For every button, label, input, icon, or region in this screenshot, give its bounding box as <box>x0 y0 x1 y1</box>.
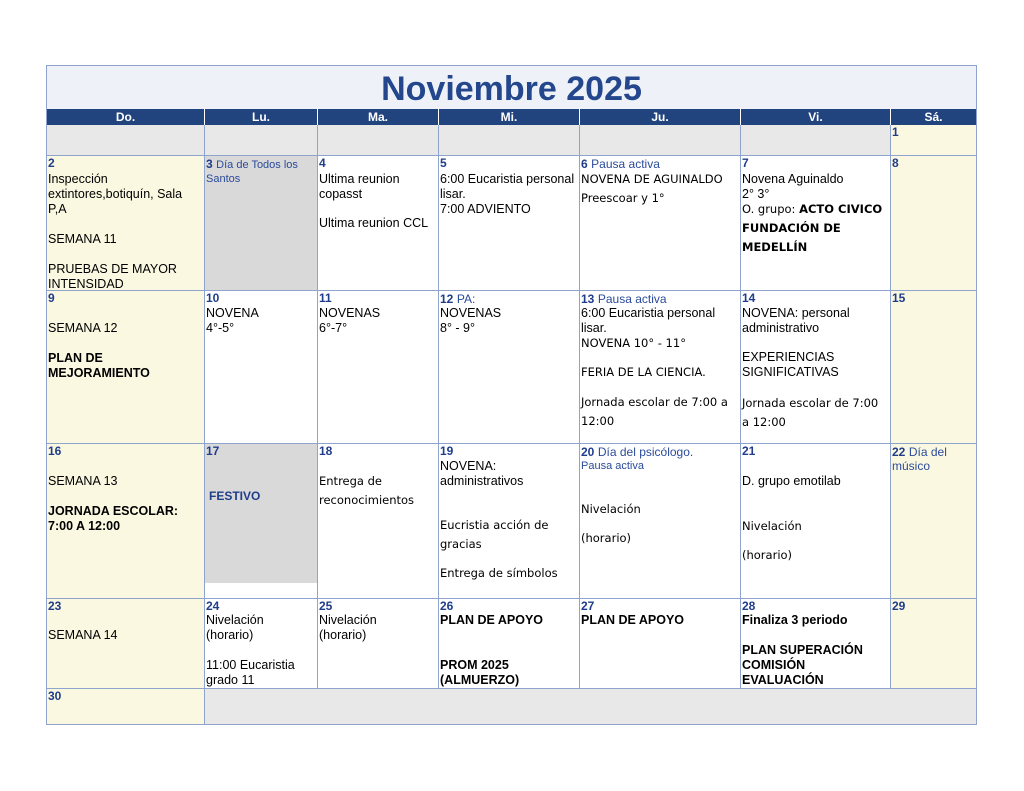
day-cell-2[interactable] <box>47 156 205 291</box>
day-number: 14 <box>742 291 756 305</box>
event-tag: PA: <box>456 292 476 306</box>
day-number: 19 <box>440 444 454 458</box>
holiday-label: Día de Todos los Santos <box>206 159 298 185</box>
event-text: EXPERIENCIAS SIGNIFICATIVAS <box>742 350 839 379</box>
event-text: 6:00 Eucaristia personal lisar. 7:00 ADVIENTO <box>440 172 575 216</box>
event-text: O. grupo: <box>742 202 800 216</box>
day-cell-10[interactable] <box>205 291 318 444</box>
day-cell-14[interactable] <box>741 291 891 444</box>
day-number: 16 <box>48 444 62 458</box>
day-number: 28 <box>742 599 756 613</box>
day-cell-25[interactable] <box>318 599 439 689</box>
weekday-sunday: Do. <box>47 109 205 125</box>
day-cell-4[interactable] <box>318 156 439 291</box>
day-number: 24 <box>206 599 220 613</box>
day-number: 12 <box>440 292 454 306</box>
day-cell-27[interactable] <box>580 599 741 689</box>
event-tag: Pausa activa <box>581 460 644 472</box>
event-text: PLAN DE MEJORAMIENTO <box>48 351 150 380</box>
day-cell-21[interactable] <box>741 444 891 599</box>
event-text: PLAN DE APOYO <box>440 613 544 627</box>
empty-cell <box>205 689 976 724</box>
weekday-thursday: Ju. <box>580 109 741 125</box>
day-cell-11[interactable] <box>318 291 439 444</box>
event-text: Novena Aguinaldo 2° 3° <box>742 172 844 201</box>
weekday-tuesday: Ma. <box>318 109 439 125</box>
day-number: 11 <box>319 291 332 305</box>
empty-cell <box>741 125 891 156</box>
event-text: NOVENA: personal administrativo <box>742 306 850 335</box>
day-number: 27 <box>581 599 595 613</box>
event-text-bold: ACTO CIVICO FUNDACIÓN DE MEDELLÍN <box>742 202 883 254</box>
day-number: 7 <box>742 156 749 170</box>
day-cell-19[interactable] <box>439 444 580 599</box>
day-cell-9[interactable] <box>47 291 205 444</box>
day-cell-7[interactable] <box>741 156 891 291</box>
day-cell-18[interactable] <box>318 444 439 599</box>
day-number: 21 <box>742 444 756 458</box>
event-text: Jornada escolar de 7:00 a 12:00 <box>581 395 728 428</box>
event-text: NOVENAS 6°-7° <box>319 306 381 335</box>
event-text: NOVENA DE AGUINALDO <box>581 172 723 186</box>
event-text: Finaliza 3 periodo <box>742 613 848 627</box>
day-number: 8 <box>892 156 899 170</box>
day-number: 22 <box>892 445 906 459</box>
weekday-wednesday: Mi. <box>439 109 580 125</box>
event-text: SEMANA 13 <box>48 474 118 488</box>
event-text: (horario) <box>581 531 632 545</box>
day-cell-8[interactable] <box>891 156 976 291</box>
event-text: Jornada escolar de 7:00 a 12:00 <box>742 396 879 429</box>
day-cell-6[interactable] <box>580 156 741 291</box>
event-text: NOVENA 4°-5° <box>206 306 259 335</box>
calendar-title: Noviembre 2025 <box>47 66 976 110</box>
empty-cell <box>580 125 741 156</box>
day-cell-30[interactable] <box>47 689 205 724</box>
event-text: Ultima reunion CCL <box>319 216 429 230</box>
event-text: SEMANA 11 <box>48 232 117 246</box>
day-number: 1 <box>892 125 899 139</box>
event-text: 6:00 Eucaristia personal lisar. <box>581 306 716 335</box>
event-text: Preescoar y 1° <box>581 191 665 205</box>
day-cell-12[interactable] <box>439 291 580 444</box>
event-tag: Pausa activa <box>597 292 667 306</box>
day-number: 26 <box>440 599 454 613</box>
day-number: 18 <box>319 444 333 458</box>
event-tag: Día del psicólogo. <box>597 445 694 459</box>
day-cell-28[interactable] <box>741 599 891 689</box>
event-text: (horario) <box>742 548 793 562</box>
event-text: Nivelación <box>581 502 641 516</box>
day-number: 29 <box>892 599 906 613</box>
event-tag: Día del músico <box>892 445 947 473</box>
day-number: 5 <box>440 156 447 170</box>
day-number: 20 <box>581 445 595 459</box>
day-cell-3[interactable] <box>205 156 318 291</box>
event-text: SEMANA 12 <box>48 321 118 335</box>
day-number: 15 <box>892 291 906 305</box>
day-number: 9 <box>48 291 55 305</box>
event-text: Ultima reunion copasst <box>319 172 400 201</box>
day-cell-29[interactable] <box>891 599 976 689</box>
day-number: 13 <box>581 292 595 306</box>
empty-cell <box>47 125 205 156</box>
day-number: 25 <box>319 599 333 613</box>
event-text: JORNADA ESCOLAR: 7:00 A 12:00 <box>48 504 179 533</box>
event-tag: Pausa activa <box>591 157 660 171</box>
day-number: 17 <box>206 444 220 458</box>
day-number: 10 <box>206 291 220 305</box>
event-text: Nivelación (horario) <box>319 613 377 642</box>
event-text: FERIA DE LA CIENCIA. <box>581 365 706 379</box>
day-cell-17[interactable] <box>205 444 318 599</box>
day-cell-5[interactable] <box>439 156 580 291</box>
weekday-saturday: Sá. <box>891 109 976 125</box>
event-text: PLAN DE APOYO <box>581 613 685 627</box>
day-cell-26[interactable] <box>439 599 580 689</box>
event-text: Inspección extintores,botiquín, Sala P,A <box>48 172 183 216</box>
day-cell-22[interactable] <box>891 444 976 599</box>
calendar <box>46 65 977 725</box>
empty-cell <box>318 125 439 156</box>
holiday-shade <box>205 444 317 583</box>
event-text: Nivelación (horario) <box>206 613 264 642</box>
event-text: D. grupo emotilab <box>742 474 841 488</box>
holiday-label: FESTIVO <box>209 489 261 503</box>
event-text: Entrega de símbolos <box>440 566 558 580</box>
event-text: Nivelación <box>742 519 802 533</box>
day-number: 6 <box>581 157 588 171</box>
event-text: NOVENAS 8° - 9° <box>440 306 502 335</box>
empty-cell <box>205 125 318 156</box>
event-text: Entrega de reconocimientos <box>319 474 415 507</box>
day-cell-16[interactable] <box>47 444 205 599</box>
event-text: PROM 2025 (ALMUERZO) <box>440 658 520 687</box>
event-text: 11:00 Eucaristia grado 11 <box>206 658 295 687</box>
event-text: PRUEBAS DE MAYOR INTENSIDAD <box>48 262 177 291</box>
weekday-friday: Vi. <box>741 109 891 125</box>
weekday-monday: Lu. <box>205 109 318 125</box>
event-text: NOVENA 10° - 11° <box>581 336 686 350</box>
event-text: PLAN SUPERACIÓN COMISIÓN EVALUACIÓN <box>742 643 863 687</box>
day-number: 4 <box>319 156 326 170</box>
empty-cell <box>439 125 580 156</box>
day-cell-24[interactable] <box>205 599 318 689</box>
day-cell-1[interactable] <box>891 125 976 156</box>
day-number: 3 <box>206 157 213 171</box>
event-text: NOVENA: administrativos <box>440 459 524 488</box>
day-cell-13[interactable] <box>580 291 741 444</box>
day-number: 30 <box>48 689 62 703</box>
day-cell-15[interactable] <box>891 291 976 444</box>
event-text: Eucristia acción de gracias <box>440 518 549 551</box>
day-cell-23[interactable] <box>47 599 205 689</box>
day-number: 2 <box>48 156 55 170</box>
event-text: SEMANA 14 <box>48 628 118 642</box>
day-number: 23 <box>48 599 62 613</box>
day-cell-20[interactable] <box>580 444 741 599</box>
